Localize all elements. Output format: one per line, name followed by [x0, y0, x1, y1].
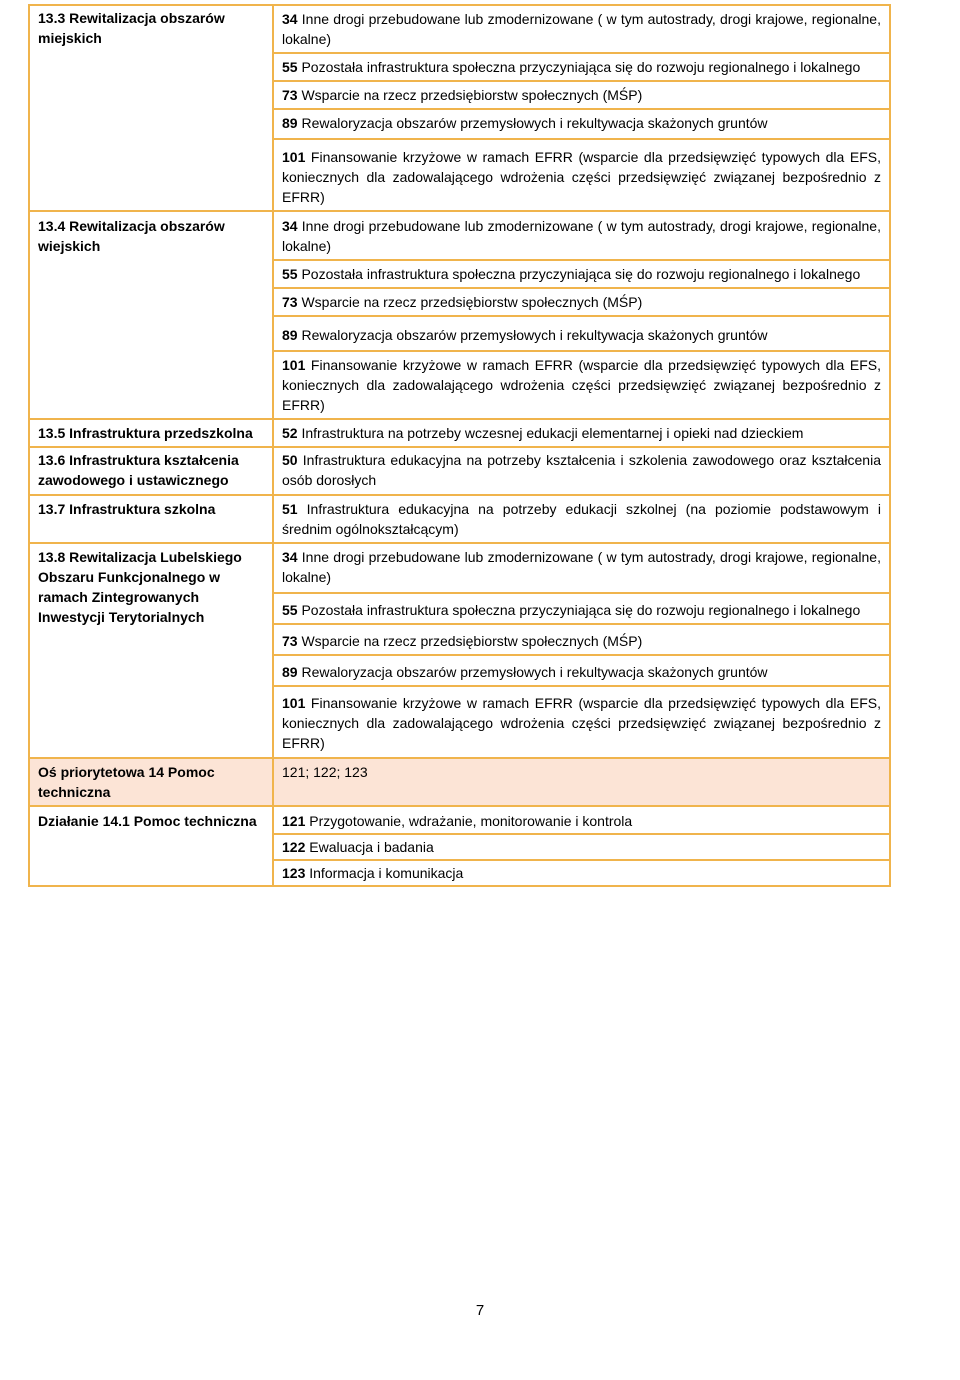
category-cell — [273, 624, 890, 655]
measure-13-4-label — [29, 211, 273, 419]
category-text: Inne drogi przebudowane lub zmodernizowane ( w tym autostrady, drogi krajowe, regionalne, lokalne) — [282, 218, 881, 254]
category-code: 51 — [282, 501, 298, 517]
category-cell — [273, 288, 890, 316]
category-cell — [273, 419, 890, 447]
category-cell — [273, 351, 890, 419]
category-cell — [273, 686, 890, 758]
category-cell — [273, 109, 890, 139]
category-text: Pozostała infrastruktura społeczna przyczyniająca się do rozwoju regionalnego i lokalnego — [297, 266, 861, 282]
measure-13-6-text: 13.6 Infrastruktura kształcenia zawodowego i ustawicznego — [38, 452, 239, 488]
action-14-1-text: Działanie 14.1 Pomoc techniczna — [38, 813, 257, 829]
category-text: Wsparcie na rzecz przedsiębiorstw społecznych (MŚP) — [297, 294, 643, 310]
category-text: Informacja i komunikacja — [305, 865, 464, 881]
axis-14-codes — [273, 758, 890, 806]
category-text: Rewaloryzacja obszarów przemysłowych i rekultywacja skażonych gruntów — [297, 327, 768, 343]
category-cell — [273, 495, 890, 543]
category-text: Inne drogi przebudowane lub zmodernizowane ( w tym autostrady, drogi krajowe, regionalne, lokalne) — [282, 549, 881, 585]
category-cell — [273, 5, 890, 53]
category-code: 55 — [282, 602, 298, 618]
page-number: 7 — [475, 1302, 485, 1319]
category-text: Pozostała infrastruktura społeczna przyczyniająca się do rozwoju regionalnego i lokalnego — [297, 59, 861, 75]
category-cell — [273, 316, 890, 351]
category-cell — [273, 655, 890, 686]
category-cell — [273, 834, 890, 860]
category-code: 34 — [282, 11, 298, 27]
category-code: 34 — [282, 549, 298, 565]
category-code: 34 — [282, 218, 298, 234]
category-code: 101 — [282, 695, 306, 711]
category-code: 73 — [282, 87, 298, 103]
measure-13-6-label — [29, 447, 273, 495]
category-text: Infrastruktura edukacyjna na potrzeby edukacji szkolnej (na poziomie podstawowym i średnim ogólnokształcącym) — [282, 501, 881, 537]
category-code: 121 — [282, 813, 306, 829]
measure-13-8-label — [29, 543, 273, 758]
category-code: 50 — [282, 452, 298, 468]
intervention-categories-table — [28, 4, 891, 887]
axis-14-codes-text: 121; 122; 123 — [282, 764, 368, 780]
category-code: 122 — [282, 839, 306, 855]
category-text: Finansowanie krzyżowe w ramach EFRR (wsparcie dla przedsięwzięć typowych dla EFS, koniecznych dla zadowalającego wdrożenia części przedsięwzięć związanej bezpośrednio z EFRR) — [282, 357, 881, 413]
category-code: 55 — [282, 59, 298, 75]
measure-13-3-text: 13.3 Rewitalizacja obszarów miejskich — [38, 10, 225, 46]
measure-13-7-label — [29, 495, 273, 543]
category-cell — [273, 81, 890, 109]
measure-13-5-text: 13.5 Infrastruktura przedszkolna — [38, 425, 253, 441]
category-text: Rewaloryzacja obszarów przemysłowych i rekultywacja skażonych gruntów — [297, 664, 768, 680]
category-text: Finansowanie krzyżowe w ramach EFRR (wsparcie dla przedsięwzięć typowych dla EFS, koniecznych dla zadowalającego wdrożenia części przedsięwzięć związanej bezpośrednio z EFRR) — [282, 149, 881, 205]
category-cell — [273, 543, 890, 593]
category-cell — [273, 447, 890, 495]
category-code: 55 — [282, 266, 298, 282]
category-cell — [273, 260, 890, 288]
category-text: Inne drogi przebudowane lub zmodernizowane ( w tym autostrady, drogi krajowe, regionalne, lokalne) — [282, 11, 881, 47]
category-text: Infrastruktura na potrzeby wczesnej edukacji elementarnej i opieki nad dzieckiem — [297, 425, 804, 441]
category-code: 89 — [282, 664, 298, 680]
category-cell — [273, 593, 890, 624]
category-code: 101 — [282, 357, 306, 373]
axis-14-label — [29, 758, 273, 806]
category-cell — [273, 860, 890, 886]
category-text: Ewaluacja i badania — [305, 839, 434, 855]
category-text: Rewaloryzacja obszarów przemysłowych i rekultywacja skażonych gruntów — [297, 115, 768, 131]
measure-13-5-label — [29, 419, 273, 447]
category-code: 123 — [282, 865, 306, 881]
category-code: 73 — [282, 633, 298, 649]
category-cell — [273, 139, 890, 211]
category-text: Wsparcie na rzecz przedsiębiorstw społecznych (MŚP) — [297, 633, 643, 649]
measure-13-4-text: 13.4 Rewitalizacja obszarów wiejskich — [38, 218, 225, 254]
category-text: Finansowanie krzyżowe w ramach EFRR (wsparcie dla przedsięwzięć typowych dla EFS, koniecznych dla zadowalającego wdrożenia części przedsięwzięć związanej bezpośrednio z EFRR) — [282, 695, 881, 751]
category-cell — [273, 211, 890, 260]
axis-14-text: Oś priorytetowa 14 Pomoc techniczna — [38, 764, 215, 800]
category-code: 101 — [282, 149, 306, 165]
category-code: 89 — [282, 115, 298, 131]
measure-13-8-text: 13.8 Rewitalizacja Lubelskiego Obszaru Funkcjonalnego w ramach Zintegrowanych Inwestycji Terytorialnych — [38, 549, 242, 625]
category-text: Wsparcie na rzecz przedsiębiorstw społecznych (MŚP) — [297, 87, 643, 103]
category-code: 73 — [282, 294, 298, 310]
measure-13-7-text: 13.7 Infrastruktura szkolna — [38, 501, 216, 517]
action-14-1-label — [29, 806, 273, 886]
category-text: Infrastruktura edukacyjna na potrzeby kształcenia i szkolenia zawodowego oraz kształcenia osób dorosłych — [282, 452, 881, 488]
category-cell — [273, 806, 890, 834]
category-text: Przygotowanie, wdrażanie, monitorowanie i kontrola — [305, 813, 633, 829]
category-code: 52 — [282, 425, 298, 441]
measure-13-3-label — [29, 5, 273, 211]
category-text: Pozostała infrastruktura społeczna przyczyniająca się do rozwoju regionalnego i lokalnego — [297, 602, 861, 618]
category-code: 89 — [282, 327, 298, 343]
category-cell — [273, 53, 890, 81]
